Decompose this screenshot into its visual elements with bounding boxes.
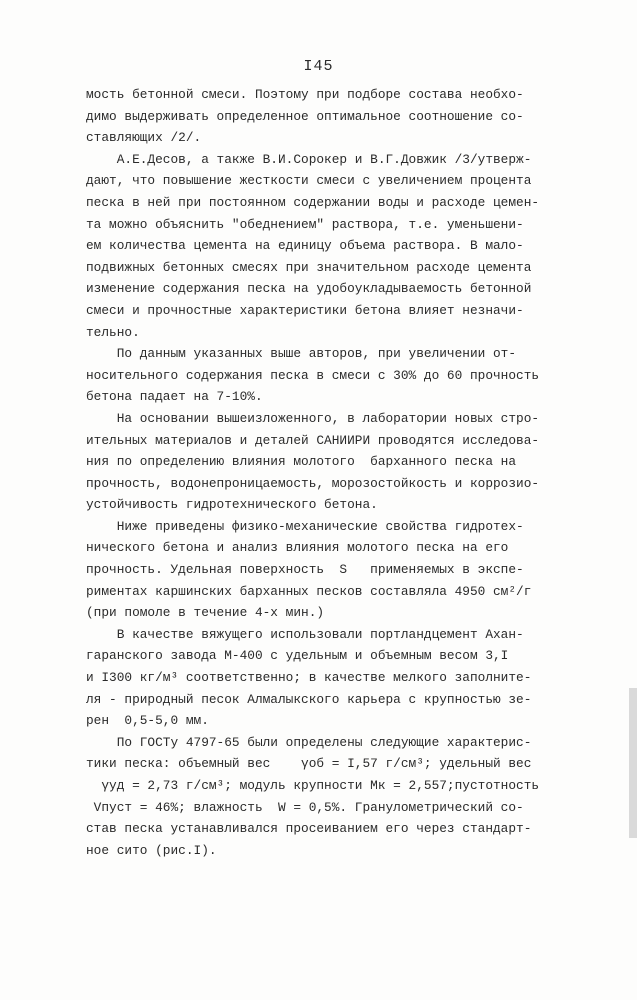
text-line: прочность. Удельная поверхность S применяемых в экспе- xyxy=(86,562,524,578)
text-line: димо выдерживать определенное оптимальное соотношение со- xyxy=(86,108,524,124)
text-line: (при помоле в течение 4-х мин.) xyxy=(86,605,325,621)
text-line: тельно. xyxy=(86,324,140,340)
text-line: А.Е.Десов, а также В.И.Сорокер и В.Г.Довжик /3/утверж- xyxy=(86,151,532,167)
text-line: В качестве вяжущего использовали портландцемент Ахан- xyxy=(86,626,524,642)
text-line: песка в ней при постоянном содержании воды и расходе цемен- xyxy=(86,194,540,210)
text-line: изменение содержания песка на удобоукладываемость бетонной xyxy=(86,281,532,297)
text-line: устойчивость гидротехнического бетона. xyxy=(86,497,378,513)
text-line: и I300 кг/м³ соответственно; в качестве мелкого заполните- xyxy=(86,670,532,686)
text-line: дают, что повышение жесткости смеси с увеличением процента xyxy=(86,173,532,189)
text-line: носительного содержания песка в смеси с 30% до 60 прочность xyxy=(86,367,540,383)
body-text xyxy=(86,84,556,861)
scan-edge-shadow xyxy=(629,688,637,838)
text-line: нического бетона и анализ влияния молотого песка на его xyxy=(86,540,509,556)
text-line: смеси и прочностные характеристики бетона влияет незначи- xyxy=(86,302,524,318)
text-line: По ГОСТу 4797-65 были определены следующие характерис- xyxy=(86,734,532,750)
text-line: ния по определению влияния молотого барханного песка на xyxy=(86,454,517,470)
text-line: Ниже приведены физико-механические свойства гидротех- xyxy=(86,518,524,534)
text-line: став песка устанавливался просеиванием его через стандарт- xyxy=(86,821,532,837)
text-line: ставляющих /2/. xyxy=(86,130,202,146)
text-line: ля - природный песок Алмалыкского карьера с крупностью зе- xyxy=(86,691,532,707)
text-line: бетона падает на 7-10%. xyxy=(86,389,263,405)
text-line: ительных материалов и деталей САНИИРИ проводятся исследова- xyxy=(86,432,540,448)
text-line: гаранского завода М-400 с удельным и объемным весом 3,I xyxy=(86,648,509,664)
text-line: ное сито (рис.I). xyxy=(86,842,217,858)
text-line: прочность, водонепроницаемость, морозостойкость и коррозио- xyxy=(86,475,540,491)
text-line: γуд = 2,73 г/см³; модуль крупности Мк = 2,557;пустотность xyxy=(86,778,540,793)
text-line: риментах каршинских барханных песков составляла 4950 см²/г xyxy=(86,583,532,599)
text-line: мость бетонной смеси. Поэтому при подборе состава необхо- xyxy=(86,87,524,102)
text-line: та можно объяснить "обеднением" раствора, т.е. уменьшени- xyxy=(86,216,524,232)
text-line: Vпуст = 46%; влажность W = 0,5%. Гранулометрический со- xyxy=(86,799,524,815)
text-line: рен 0,5-5,0 мм. xyxy=(86,713,209,729)
text-line: тики песка: объемный вес γоб = I,57 г/см³; удельный вес xyxy=(86,756,532,772)
page-number: I45 xyxy=(303,58,334,75)
text-line: подвижных бетонных смесях при значительном расходе цемента xyxy=(86,259,532,275)
text-line: На основании вышеизложенного, в лаборатории новых стро- xyxy=(86,410,540,426)
text-line: По данным указанных выше авторов, при увеличении от- xyxy=(86,346,517,362)
text-line: ем количества цемента на единицу объема раствора. В мало- xyxy=(86,238,524,254)
